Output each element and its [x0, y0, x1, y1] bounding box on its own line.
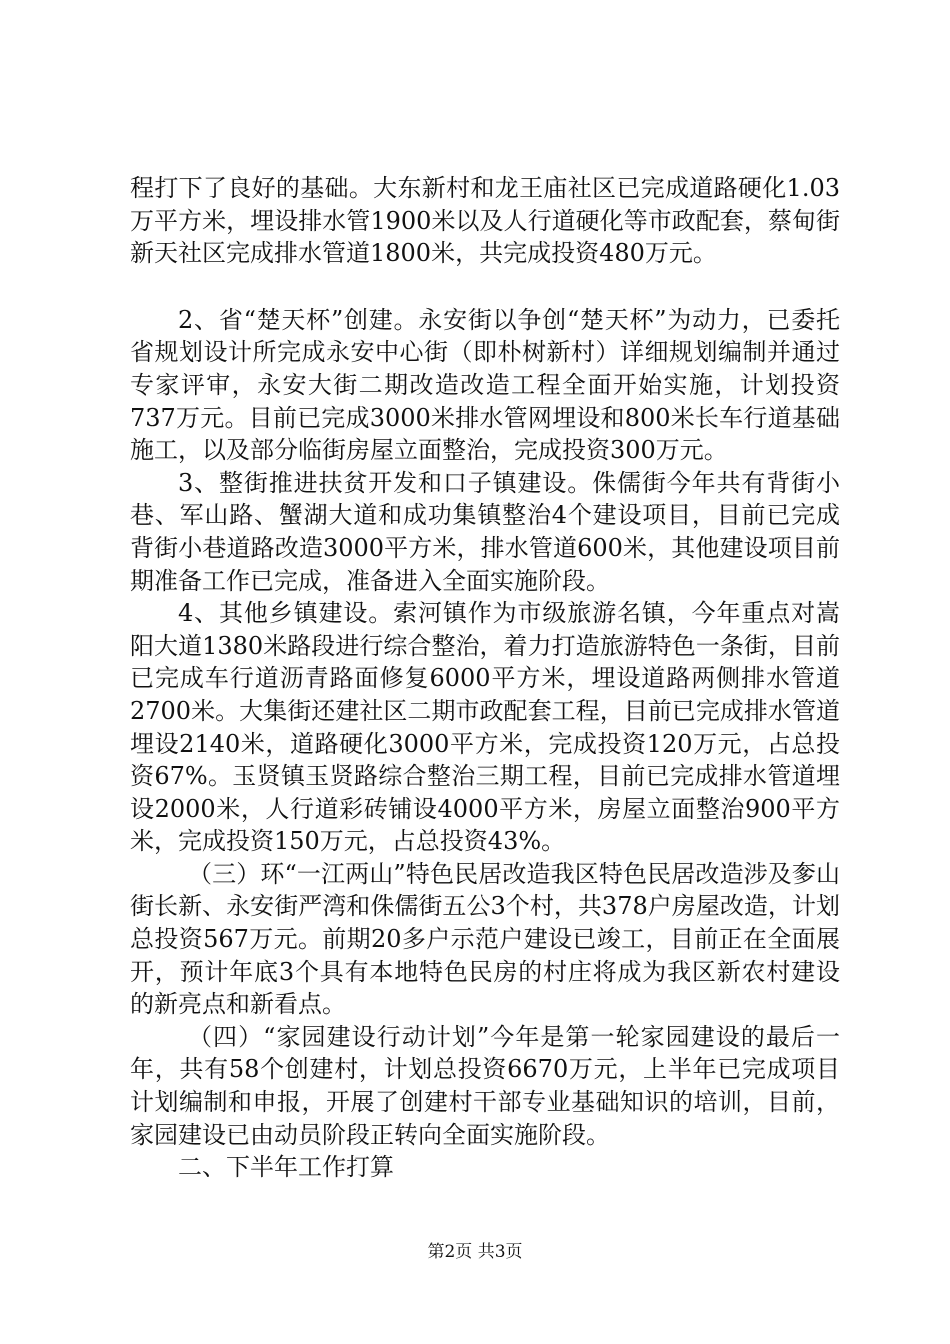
paragraph-4: 4、其他乡镇建设。索河镇作为市级旅游名镇，今年重点对嵩阳大道1380米路段进行综合整治，着力打造旅游特色一条街，目前已完成车行道沥青路面修复6000平方米，埋设道路两侧排水管道2700米。大集街还建社区二期市政配套工程，目前已完成排水管道埋设2140米，道路硬化3000平方米，完成投资120万元，占总投资67%。玉贤镇玉贤路综合整治三期工程，目前已完成排水管道埋设2000米，人行道彩砖铺设4000平方米，房屋立面整治900平方米，完成投资150万元，占总投资43%。 [130, 599, 840, 856]
paragraph-5: （三）环“一江两山”特色民居改造我区特色民居改造涉及奓山街长新、永安街严湾和侏儒街五公3个村，共378户房屋改造，计划总投资567万元。前期20多户示范户建设已竣工，目前正在全面展开，预计年底3个具有本地特色民房的村庄将成为我区新农村建设的新亮点和新看点。 [130, 859, 840, 1019]
paragraph-2: 2、省“楚天杯”创建。永安街以争创“楚天杯”为动力，已委托省规划设计所完成永安中心街（即朴树新村）详细规划编制并通过专家评审，永安大街二期改造改造工程全面开始实施，计划投资737万元。目前已完成3000米排水管网埋设和800米长车行道基础施工，以及部分临街房屋立面整治，完成投资300万元。 [130, 305, 840, 465]
paragraph-6: （四）“家园建设行动计划”今年是第一轮家园建设的最后一年，共有58个创建村，计划总投资6670万元，上半年已完成项目计划编制和申报，开展了创建村干部专业基础知识的培训，目前，家园建设已由动员阶段正转向全面实施阶段。 [130, 1022, 840, 1149]
section-heading: 二、下半年工作打算 [178, 1153, 394, 1182]
paragraph-1: 程打下了良好的基础。大东新村和龙王庙社区已完成道路硬化1.03万平方米，埋设排水管1900米以及人行道硬化等市政配套，蔡甸街新天社区完成排水管道1800米，共完成投资480万元。 [130, 174, 840, 268]
paragraph-3: 3、整街推进扶贫开发和口子镇建设。侏儒街今年共有背街小巷、军山路、蟹湖大道和成功集镇整治4个建设项目，目前已完成背街小巷道路改造3000平方米，排水管道600米，其他建设项目前期准备工作已完成，准备进入全面实施阶段。 [130, 468, 840, 595]
document-body [130, 172, 840, 1184]
page-number-footer: 第2页 共3页 [427, 1242, 523, 1262]
